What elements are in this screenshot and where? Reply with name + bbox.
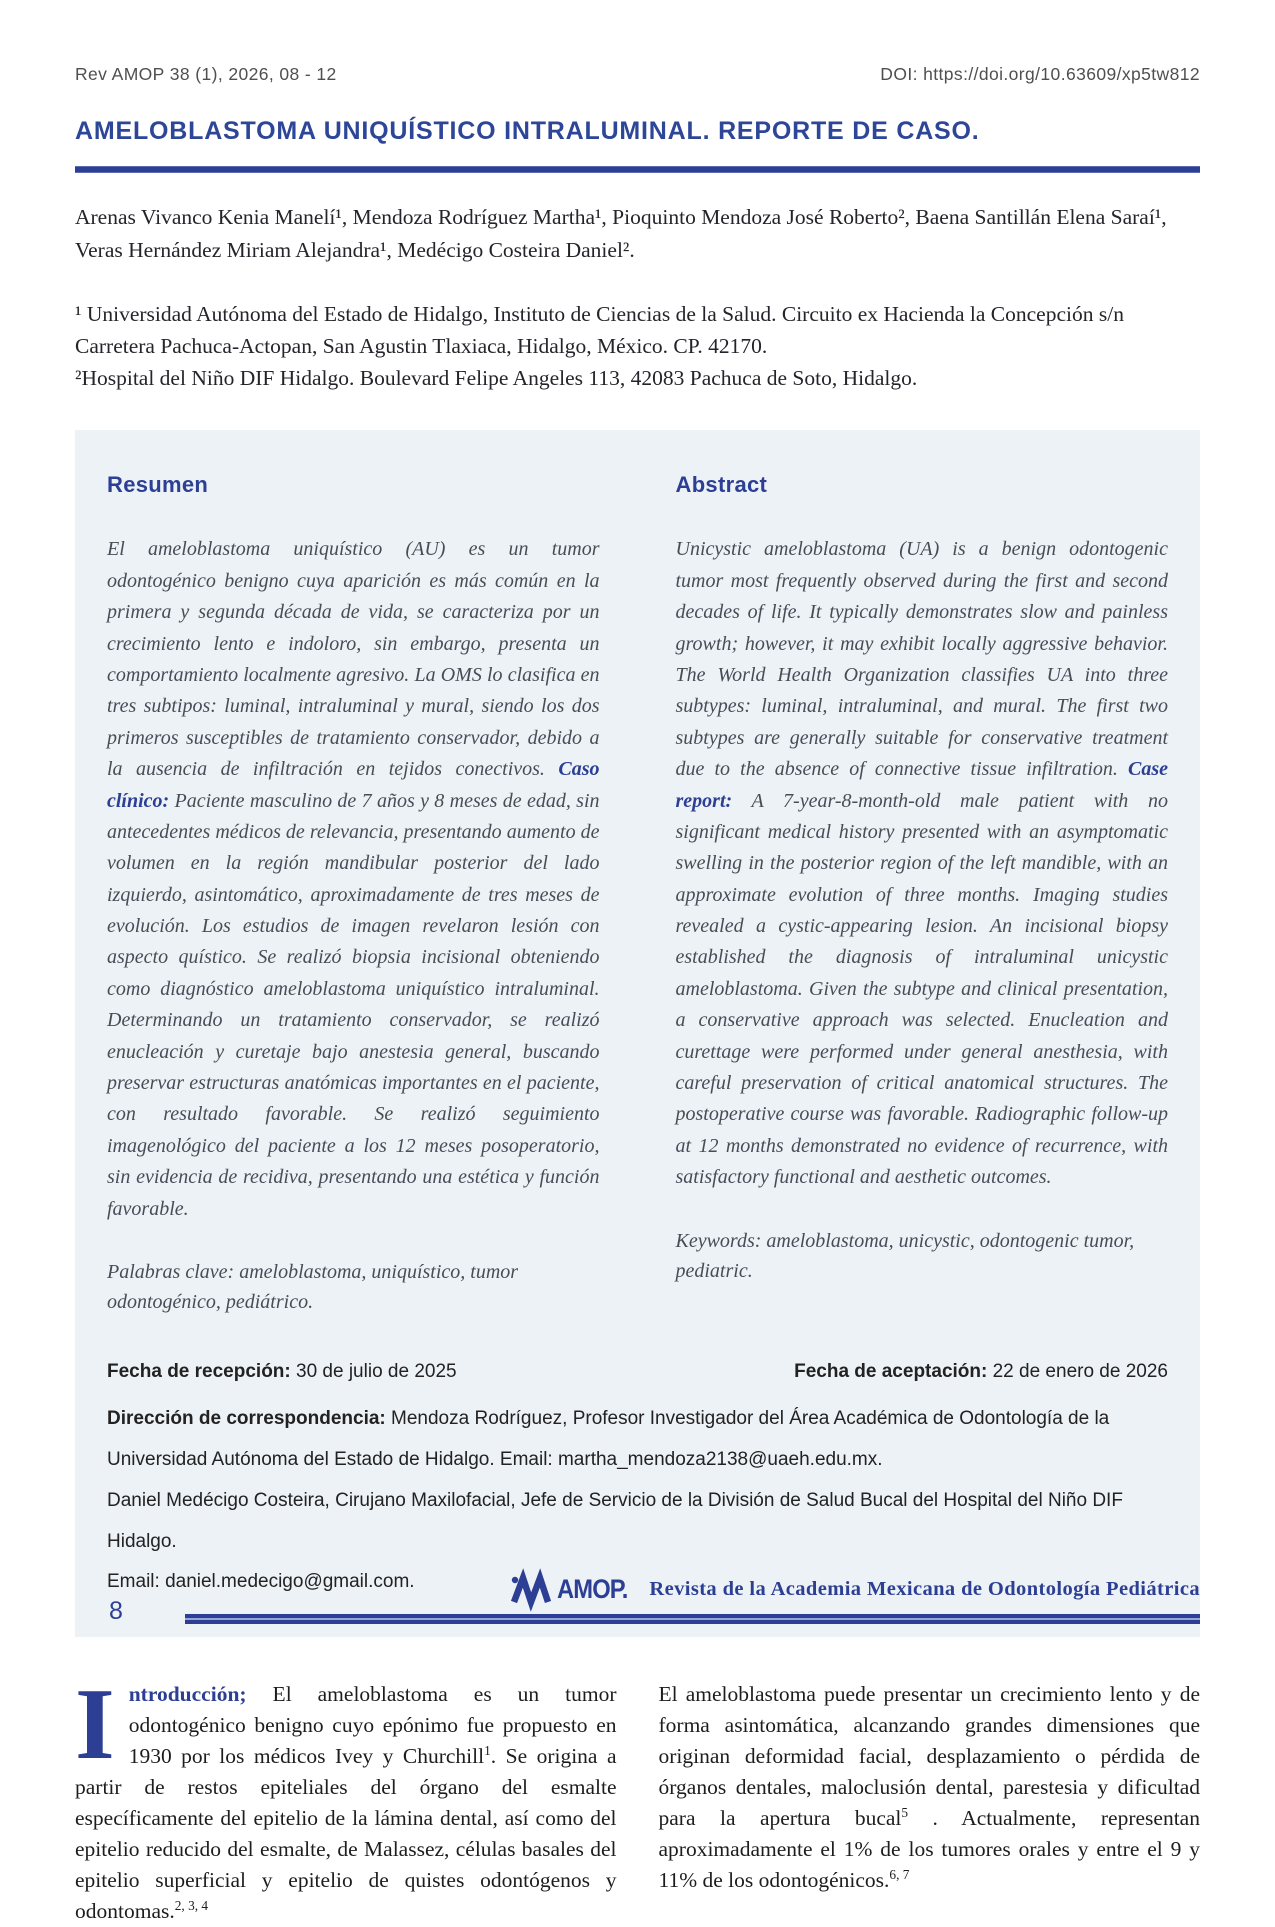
amop-logo-icon xyxy=(511,1573,555,1605)
resumen-text xyxy=(107,534,600,1225)
acceptance-date-value: 22 de enero de 2026 xyxy=(987,1360,1168,1382)
authors-line: Arenas Vivanco Kenia Manelí¹, Mendoza Rodríguez Martha¹, Pioquinto Mendoza José Roberto², Baena Santillán Elena Saraí¹, Veras Hernández Miriam Alejandra¹, Medécigo Costeira Daniel². xyxy=(75,205,1167,263)
abstract-box xyxy=(75,430,1200,1637)
page-footer xyxy=(75,1573,1200,1624)
intro-right-column xyxy=(659,1679,1201,1927)
reception-date xyxy=(107,1361,457,1383)
footer-brand-row xyxy=(75,1573,1200,1605)
acceptance-date xyxy=(794,1361,1168,1383)
reception-date-value: 30 de julio de 2025 xyxy=(290,1360,457,1382)
introduction-section xyxy=(75,1668,1200,1927)
title-divider xyxy=(75,166,1200,173)
footnote-ref-3: 5 xyxy=(901,1804,909,1820)
correspondence-text: Mendoza Rodríguez, Profesor Investigador del Área Académica de Odontología de la Universidad Autónoma del Estado de Hidalgo. Email: martha_mendoza2138@uaeh.edu.mx. xyxy=(107,1407,1110,1470)
acceptance-date-label: Fecha de aceptación: xyxy=(794,1360,988,1382)
correspondence-label: Dirección de correspondencia: xyxy=(107,1407,386,1429)
amop-logo xyxy=(511,1573,637,1605)
abstract-body-2: A 7-year-8-month-old male patient with no significant medical history presented with an asymptomatic swelling in the posterior region of the left mandible, with an approximate evolution of three months. Imaging studies revealed a cystic-appearing lesion. An incisional biopsy established the diagnosis of intraluminal unicystic ameloblastoma. Given the subtype and clinical presentation, a conservative approach was selected. Enucleation and curettage were performed under general anesthesia, with careful preservation of critical anatomical structures. The postoperative course was favorable. Radiographic follow-up at 12 months demonstrated no evidence of recurrence, with satisfactory functional and aesthetic outcomes. xyxy=(675,789,1168,1189)
footnote-ref-4: 6, 7 xyxy=(889,1866,910,1882)
resumen-heading: Resumen xyxy=(107,472,209,498)
intro-text-3: El ameloblastoma puede presentar un crecimiento lento y de forma asintomática, alcanzando grandes dimensiones que originan deformidad facial, desplazamiento o pérdida de órganos dentales, maloclusión dental, parestesia y dificultad para la apertura bucal xyxy=(658,1682,1200,1830)
footer-divider xyxy=(185,1614,1200,1624)
intro-text-1: El ameloblastoma es un tumor odontogénico benigno cuyo epónimo fue propuesto en 1930 por los médicos Ivey y Churchill xyxy=(128,1682,617,1769)
footnote-ref-1: 1 xyxy=(484,1742,491,1758)
footnote-ref-2: 2, 3, 4 xyxy=(174,1897,209,1913)
affiliations-block xyxy=(75,298,1200,395)
doi-link[interactable]: DOI: https://doi.org/10.63609/xp5tw812 xyxy=(880,64,1200,84)
intro-text-2: . Se origina a partir de restos epiteliales del órgano del esmalte específicamente del epitelio de la lámina dental, así como del epitelio reducido del esmalte, de Malassez, células basales del epitelio superficial y epitelio de quistes odontógenos y odontomas. xyxy=(75,1744,617,1923)
abstract-column xyxy=(676,472,1169,1317)
case-report-label: Case report: xyxy=(675,758,1168,812)
keywords-line: Keywords: ameloblastoma, unicystic, odontogenic tumor, pediatric. xyxy=(675,1229,1135,1282)
resumen-column xyxy=(107,472,600,1317)
correspondence-line-1 xyxy=(107,1399,1168,1481)
introduccion-label: ntroducción; xyxy=(128,1682,247,1707)
amop-logo-text: AMOP. xyxy=(557,1573,628,1604)
page-header xyxy=(75,0,1200,85)
reception-date-label: Fecha de recepción: xyxy=(107,1360,291,1382)
correspondence-line-3: Email: daniel.medecigo@gmail.com. xyxy=(107,1571,415,1593)
resumen-body-1: El ameloblastoma uniquístico (AU) es un tumor odontogénico benigno cuya aparición es más común en la primera y segunda década de vida, se caracteriza por un crecimiento lento e indoloro, sin embargo, presenta un comportamiento localmente agresivo. La OMS lo clasifica en tres subtipos: luminal, intraluminal y mural, siendo los dos primeros susceptibles de tratamiento conservador, debido a la ausencia de infiltración en tejidos conectivos. xyxy=(107,538,600,781)
abstract-text xyxy=(676,534,1169,1193)
intro-text-4: . Actualmente, representan aproximadamente el 1% de los tumores orales y entre el 9 y 11% de los odontogénicos. xyxy=(658,1806,1200,1892)
correspondence-line-2: Daniel Medécigo Costeira, Cirujano Maxilofacial, Jefe de Servicio de la División de Salud Bucal del Hospital del Niño DIF Hidalgo. xyxy=(107,1489,1123,1552)
journal-reference: Rev AMOP 38 (1), 2026, 08 - 12 xyxy=(75,64,337,84)
affiliation-1: ¹ Universidad Autónoma del Estado de Hidalgo, Instituto de Ciencias de la Salud. Circuito ex Hacienda la Concepción s/n Carretera Pachuca-Actopan, San Agustin Tlaxiaca, Hidalgo, México. CP. 42170. xyxy=(75,301,1124,358)
abstract-heading: Abstract xyxy=(675,472,768,498)
dropcap-letter: I xyxy=(75,1668,115,1782)
journal-name: Revista de la Academia Mexicana de Odontología Pediátrica xyxy=(649,1577,1200,1600)
resumen-body-2: Paciente masculino de 7 años y 8 meses de edad, sin antecedentes médicos de relevancia, presentando aumento de volumen en la región mandibular posterior del lado izquierdo, asintomático, aproximadamente de tres meses de evolución. Los estudios de imagen revelaron lesión con aspecto quístico. Se realizó biopsia incisional obteniendo como diagnóstico ameloblastoma uniquístico intraluminal. Determinando un tratamiento conservador, se realizó enucleación y curetaje bajo anestesia general, buscando preservar estructuras anatómicas importantes en el paciente, con resultado favorable. Se realizó seguimiento imagenológico del paciente a los 12 meses posoperatorio, sin evidencia de recidiva, presentando una estética y función favorable. xyxy=(107,789,600,1220)
page-number: 8 xyxy=(109,1597,123,1625)
palabras-clave: Palabras clave: ameloblastoma, uniquístico, tumor odontogénico, pediátrico. xyxy=(107,1260,519,1313)
abstract-body-1: Unicystic ameloblastoma (UA) is a benign odontogenic tumor most frequently observed during the first and second decades of life. It typically demonstrates slow and painless growth; however, it may exhibit locally aggressive behavior. The World Health Organization classifies UA into three subtypes: luminal, intraluminal, and mural. The first two subtypes are generally suitable for conservative treatment due to the absence of connective tissue infiltration. xyxy=(675,538,1168,781)
dates-row xyxy=(107,1361,1168,1383)
affiliation-2: ²Hospital del Niño DIF Hidalgo. Boulevard Felipe Angeles 113, 42083 Pachuca de Soto, Hidalgo. xyxy=(75,366,918,391)
article-title: AMELOBLASTOMA UNIQUÍSTICO INTRALUMINAL. REPORTE DE CASO. xyxy=(75,117,980,145)
caso-clinico-label: Caso clínico: xyxy=(107,758,600,812)
intro-left-column xyxy=(75,1668,617,1927)
